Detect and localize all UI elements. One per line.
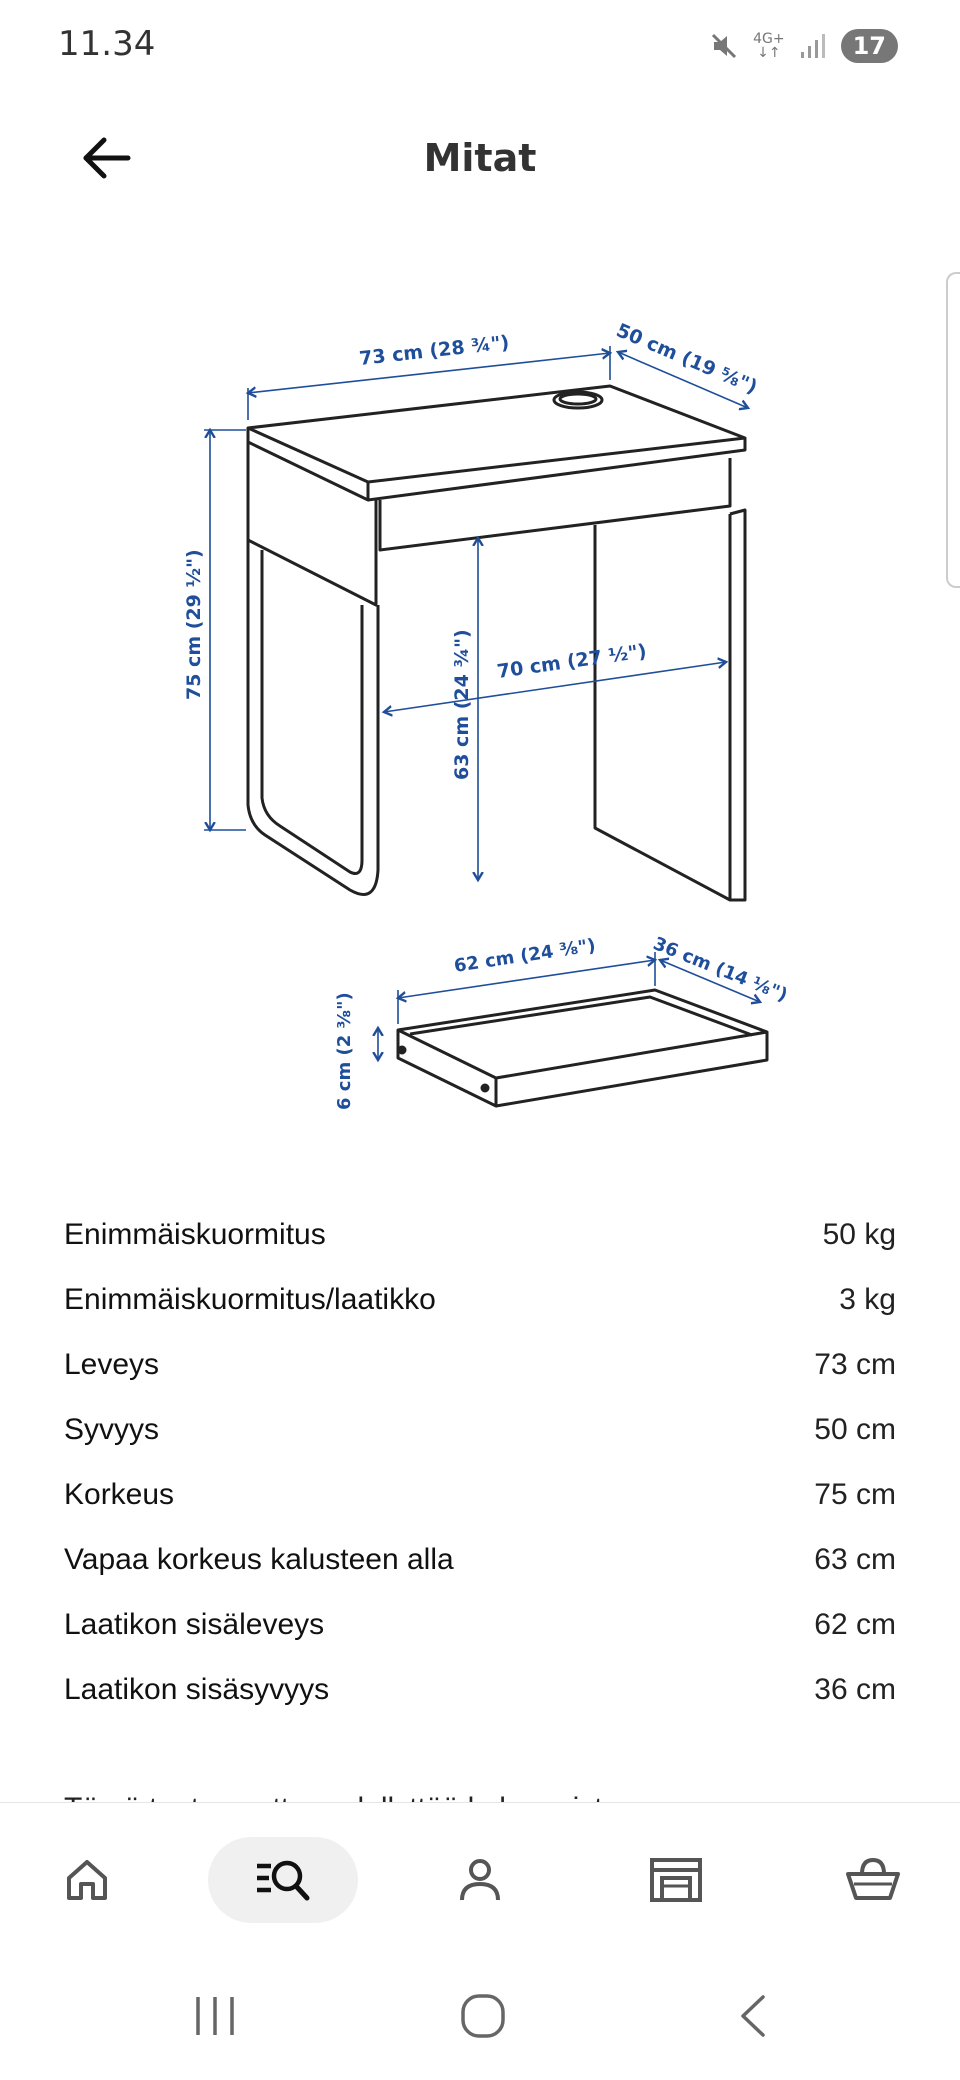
battery-badge: 17: [841, 29, 898, 63]
spec-value: 75 cm: [814, 1477, 896, 1511]
spec-label: Korkeus: [64, 1477, 175, 1511]
spec-value: 73 cm: [814, 1347, 896, 1381]
system-home-button[interactable]: [448, 1988, 518, 2044]
nav-profile[interactable]: [405, 1837, 555, 1923]
person-icon: [454, 1854, 506, 1906]
app-bar: [0, 100, 960, 220]
nav-home[interactable]: [12, 1837, 162, 1923]
spec-row: [64, 1592, 896, 1657]
status-icons: [709, 26, 898, 66]
system-navigation-bar: [0, 1952, 960, 2080]
spec-row: [64, 1202, 896, 1267]
mute-icon: [709, 31, 739, 61]
desk-drawing: [0, 260, 960, 1140]
signal-icon: [799, 32, 827, 60]
nav-search[interactable]: [208, 1837, 358, 1923]
drawer-depth-label: 36 cm (14 ⅛"): [650, 933, 791, 1007]
spec-row: [64, 1267, 896, 1332]
page-title: Mitat: [423, 136, 537, 180]
basket-icon: [844, 1854, 902, 1906]
recents-icon: [192, 1993, 238, 2039]
spec-value: 62 cm: [814, 1607, 896, 1641]
status-time: 11.34: [58, 24, 156, 64]
drawer-height-label: 6 cm (2 ⅜"): [334, 992, 355, 1110]
spec-label: Syvyys: [64, 1412, 160, 1446]
desk-width-label: 73 cm (28 ¾"): [358, 331, 511, 370]
desk-outline: [248, 386, 745, 900]
nav-stores[interactable]: [601, 1837, 751, 1923]
bottom-navigation: [0, 1802, 960, 1953]
dimension-illustration: [0, 260, 960, 1140]
desk-clearance-width-label: 70 cm (27 ½"): [495, 640, 648, 683]
data-arrows-icon: ↓↑: [757, 45, 781, 61]
spec-row: [64, 1332, 896, 1397]
spec-value: 36 cm: [814, 1672, 896, 1706]
spec-label: Enimmäiskuormitus/laatikko: [64, 1282, 436, 1316]
spec-value: 50 cm: [814, 1412, 896, 1446]
assembly-note-cutoff: [64, 1778, 896, 1802]
desk-height-label: 75 cm (29 ½"): [183, 549, 205, 700]
spec-value: 50 kg: [822, 1217, 896, 1251]
spec-row: [64, 1462, 896, 1527]
system-back-button[interactable]: [718, 1988, 788, 2044]
status-bar: [0, 0, 960, 92]
home-circle-icon: [458, 1991, 508, 2041]
spec-label: Laatikon sisäleveys: [64, 1607, 325, 1641]
search-list-icon: [253, 1854, 313, 1906]
spec-row: [64, 1527, 896, 1592]
spec-value: 63 cm: [814, 1542, 896, 1576]
specs-list: [64, 1202, 896, 1722]
drawer-width-label: 62 cm (24 ⅜"): [452, 935, 597, 977]
spec-row: [64, 1657, 896, 1722]
spec-label: Vapaa korkeus kalusteen alla: [64, 1542, 454, 1576]
spec-label: Enimmäiskuormitus: [64, 1217, 326, 1251]
home-icon: [61, 1854, 113, 1906]
back-chevron-icon: [733, 1991, 773, 2041]
network-indicator: [753, 32, 785, 60]
spec-row: [64, 1397, 896, 1462]
nav-cart[interactable]: [798, 1837, 948, 1923]
desk-depth-label: 50 cm (19 ⅝"): [613, 319, 761, 399]
spec-value: 3 kg: [839, 1282, 896, 1316]
recents-button[interactable]: [180, 1988, 250, 2044]
store-icon: [646, 1854, 706, 1906]
drawer-outline: [398, 990, 767, 1106]
spec-label: Laatikon sisäsyvyys: [64, 1672, 330, 1706]
desk-clearance-height-label: 63 cm (24 ¾"): [451, 629, 473, 780]
network-label: 4G+: [753, 31, 785, 47]
spec-label: Leveys: [64, 1347, 160, 1381]
